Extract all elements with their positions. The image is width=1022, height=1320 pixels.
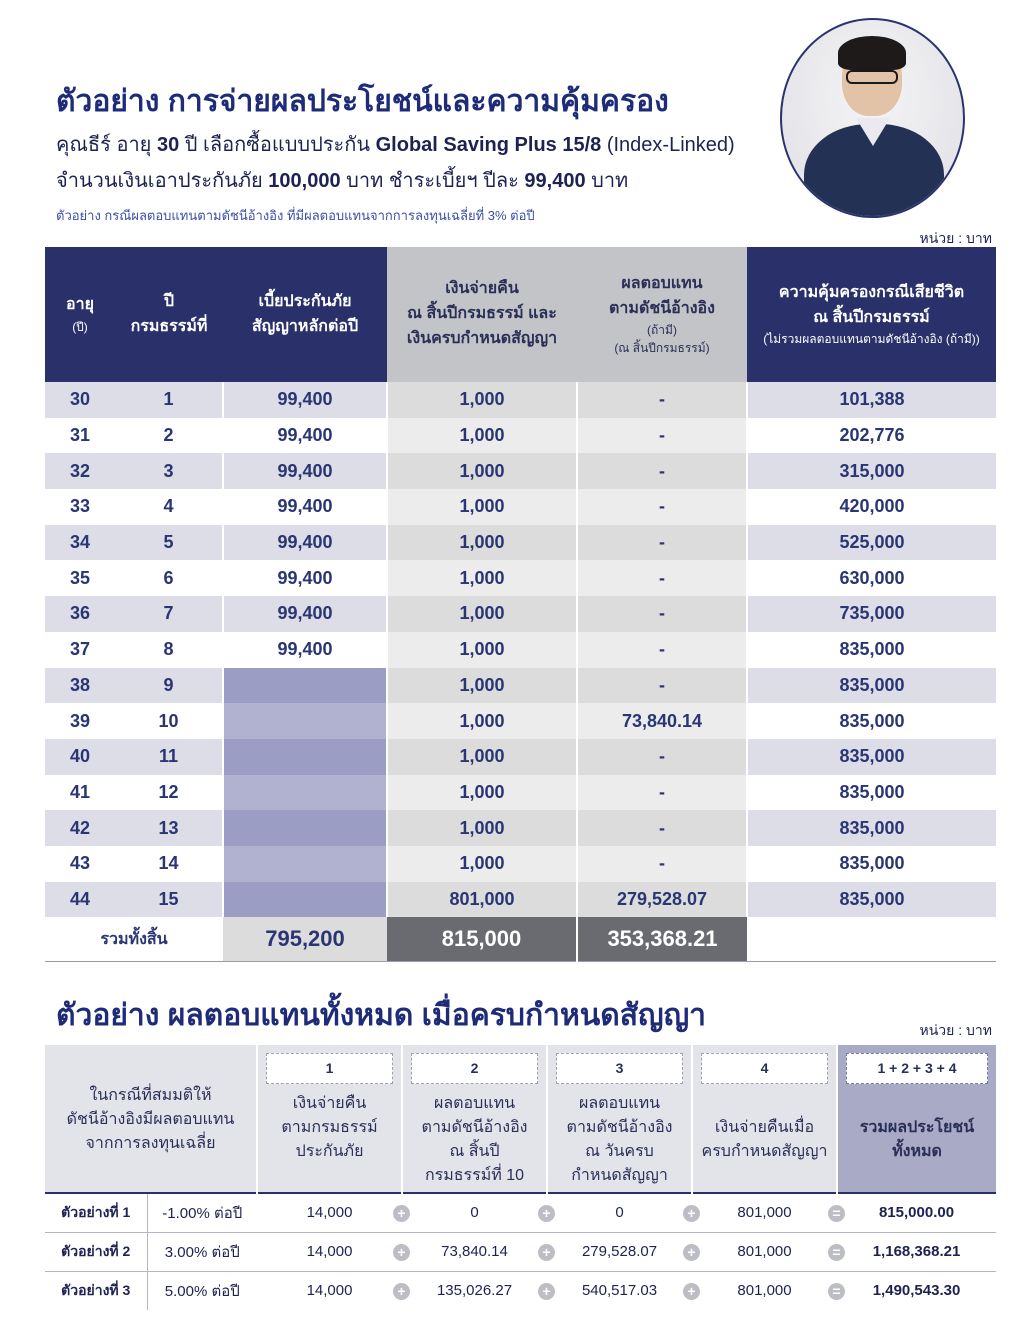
cell-premium: 99,400 xyxy=(223,382,387,418)
example-row xyxy=(45,1232,996,1271)
cell-return: 1,000 xyxy=(387,489,577,525)
table-row xyxy=(45,525,996,561)
cell-policy-year: 14 xyxy=(115,846,223,882)
example-col-3-value: 0 xyxy=(615,1204,624,1222)
cell-coverage: 420,000 xyxy=(747,489,996,525)
cell-return: 1,000 xyxy=(387,668,577,704)
cell-return: 1,000 xyxy=(387,382,577,418)
cell-premium: 99,400 xyxy=(223,453,387,489)
section2-unit-label: หน่วย : บาท xyxy=(919,1022,992,1038)
plus-circle-icon: + xyxy=(538,1283,555,1300)
cell-age: 39 xyxy=(45,703,115,739)
cell-index-return: - xyxy=(577,560,747,596)
cell-coverage: 202,776 xyxy=(747,418,996,454)
cell-age: 31 xyxy=(45,418,115,454)
cell-coverage: 835,000 xyxy=(747,703,996,739)
cell-premium xyxy=(223,810,387,846)
cell-premium xyxy=(223,703,387,739)
cell-index-return: - xyxy=(577,596,747,632)
page-title: ตัวอย่าง การจ่ายผลประโยชน์และความคุ้มครอง xyxy=(56,85,669,118)
cell-return: 1,000 xyxy=(387,703,577,739)
example-col-1 xyxy=(257,1271,402,1310)
cell-return: 1,000 xyxy=(387,846,577,882)
table-row xyxy=(45,382,996,418)
header-col-2: 2 ผลตอบแทน ตามดัชนีอ้างอิง ณ สิ้นปี กรมธรรม์ที่ 10 xyxy=(402,1045,547,1193)
cell-policy-year: 7 xyxy=(115,596,223,632)
cell-policy-year: 8 xyxy=(115,632,223,668)
total-row xyxy=(45,917,996,961)
cell-index-return: - xyxy=(577,810,747,846)
sum-assured-line xyxy=(56,164,628,196)
header-return: เงินจ่ายคืน ณ สิ้นปีกรมธรรม์ และ เงินครบกำหนดสัญญา xyxy=(387,247,577,382)
example-rate-value: 3.00% ต่อปี xyxy=(164,1243,240,1261)
cell-coverage: 525,000 xyxy=(747,525,996,561)
equals-circle-icon: = xyxy=(828,1244,845,1261)
example-col-3 xyxy=(542,1232,692,1271)
example-col-4-value: 801,000 xyxy=(737,1204,792,1222)
example-total-value: 1,168,368.21 xyxy=(872,1243,961,1260)
unit-label: หน่วย : บาท xyxy=(919,230,992,246)
cell-return: 801,000 xyxy=(387,882,577,918)
example-col-4 xyxy=(687,1232,837,1271)
table-row xyxy=(45,846,996,882)
product-name: Global Saving Plus 15/8 xyxy=(375,134,602,156)
cell-coverage: 630,000 xyxy=(747,560,996,596)
example-label-value: ตัวอย่างที่ 2 xyxy=(61,1242,131,1259)
cell-policy-year: 9 xyxy=(115,668,223,704)
line2-mid: บาท ชำระเบี้ยฯ ปีละ xyxy=(340,170,525,192)
cell-coverage: 835,000 xyxy=(747,739,996,775)
example-col-3 xyxy=(542,1193,692,1232)
avatar-photo xyxy=(780,18,965,218)
table-row xyxy=(45,418,996,454)
cell-age: 34 xyxy=(45,525,115,561)
plus-circle-icon: + xyxy=(393,1244,410,1261)
table-row xyxy=(45,489,996,525)
cell-policy-year: 4 xyxy=(115,489,223,525)
example-label-value: ตัวอย่างที่ 3 xyxy=(61,1281,131,1298)
cell-premium xyxy=(223,882,387,918)
example-label xyxy=(45,1271,147,1310)
cell-premium xyxy=(223,775,387,811)
cell-return: 1,000 xyxy=(387,810,577,846)
line1-mid: ปี เลือกซื้อแบบประกัน xyxy=(179,134,376,156)
total-premium: 795,200 xyxy=(223,917,387,961)
section2-title: ตัวอย่าง ผลตอบแทนทั้งหมด เมื่อครบกำหนดสัญญา xyxy=(56,999,706,1032)
example-col-2-value: 0 xyxy=(470,1204,479,1222)
cell-index-return: - xyxy=(577,668,747,704)
example-row xyxy=(45,1193,996,1232)
example-col-3-value: 540,517.03 xyxy=(581,1282,658,1300)
plus-circle-icon: + xyxy=(683,1205,700,1222)
example-total xyxy=(832,1193,996,1232)
example-rate xyxy=(147,1271,257,1310)
table-row xyxy=(45,596,996,632)
header-col-1: 1 เงินจ่ายคืน ตามกรมธรรม์ ประกันภัย xyxy=(257,1045,402,1193)
total-return: 815,000 xyxy=(387,917,577,961)
header-index-return: ผลตอบแทน ตามดัชนีอ้างอิง (ถ้ามี) (ณ สิ้นปีกรมธรรม์) xyxy=(577,247,747,382)
example-total-value: 815,000.00 xyxy=(878,1204,955,1222)
cell-age: 43 xyxy=(45,846,115,882)
example-rate-value: -1.00% ต่อปี xyxy=(162,1204,243,1222)
line2-pre: จำนวนเงินเอาประกันภัย xyxy=(56,170,269,192)
cell-premium xyxy=(223,668,387,704)
cell-index-return: 279,528.07 xyxy=(577,882,747,918)
plus-circle-icon: + xyxy=(393,1283,410,1300)
cell-coverage: 835,000 xyxy=(747,846,996,882)
cell-index-return: - xyxy=(577,525,747,561)
cell-age: 38 xyxy=(45,668,115,704)
cell-return: 1,000 xyxy=(387,560,577,596)
cell-coverage: 735,000 xyxy=(747,596,996,632)
header-col-4: 4 เงินจ่ายคืนเมื่อ ครบกำหนดสัญญา xyxy=(692,1045,837,1193)
cell-premium: 99,400 xyxy=(223,596,387,632)
cell-premium xyxy=(223,739,387,775)
cell-policy-year: 10 xyxy=(115,703,223,739)
example-col-1-value: 14,000 xyxy=(306,1204,353,1222)
header-premium: เบี้ยประกันภัย สัญญาหลักต่อปี xyxy=(223,247,387,382)
cell-policy-year: 12 xyxy=(115,775,223,811)
header-col-sum: 1 + 2 + 3 + 4 รวมผลประโยชน์ ทั้งหมด xyxy=(837,1045,996,1193)
example-total xyxy=(832,1232,996,1271)
cell-index-return: - xyxy=(577,418,747,454)
cell-age: 33 xyxy=(45,489,115,525)
cell-age: 40 xyxy=(45,739,115,775)
cell-index-return: - xyxy=(577,775,747,811)
table-row xyxy=(45,703,996,739)
example-col-4 xyxy=(687,1193,837,1232)
cell-index-return: - xyxy=(577,382,747,418)
cell-premium: 99,400 xyxy=(223,418,387,454)
example-col-2 xyxy=(397,1193,547,1232)
example-col-4 xyxy=(687,1271,837,1310)
example-col-4-value: 801,000 xyxy=(737,1243,792,1260)
example-col-2 xyxy=(397,1271,547,1310)
cell-return: 1,000 xyxy=(387,525,577,561)
glasses-icon xyxy=(846,70,898,84)
cell-premium: 99,400 xyxy=(223,489,387,525)
cell-return: 1,000 xyxy=(387,632,577,668)
example-col-1-value: 14,000 xyxy=(306,1243,353,1260)
total-label: รวมทั้งสิ้น xyxy=(45,917,223,961)
line1-post: (Index-Linked) xyxy=(601,134,735,156)
example-col-2-value: 73,840.14 xyxy=(441,1243,508,1260)
example-col-2-value: 135,026.27 xyxy=(436,1282,513,1300)
plus-circle-icon: + xyxy=(683,1244,700,1261)
line1-pre: คุณธีร์ อายุ xyxy=(56,134,157,156)
benefit-table-body xyxy=(45,382,996,917)
cell-premium xyxy=(223,846,387,882)
example-col-1-value: 14,000 xyxy=(306,1282,353,1300)
example-rate-value: 5.00% ต่อปี xyxy=(164,1282,240,1300)
table-row xyxy=(45,739,996,775)
cell-return: 1,000 xyxy=(387,453,577,489)
sum-assured: 100,000 xyxy=(268,170,341,192)
cell-policy-year: 15 xyxy=(115,882,223,918)
table-row xyxy=(45,810,996,846)
cell-policy-year: 6 xyxy=(115,560,223,596)
customer-line xyxy=(56,128,735,160)
cell-age: 44 xyxy=(45,882,115,918)
plus-circle-icon: + xyxy=(538,1205,555,1222)
cell-return: 1,000 xyxy=(387,418,577,454)
example-row xyxy=(45,1271,996,1310)
example-rate xyxy=(147,1232,257,1271)
table-row xyxy=(45,882,996,918)
plus-circle-icon: + xyxy=(683,1283,700,1300)
cell-age: 32 xyxy=(45,453,115,489)
cell-return: 1,000 xyxy=(387,596,577,632)
cell-coverage: 835,000 xyxy=(747,632,996,668)
example-col-3-value: 279,528.07 xyxy=(581,1243,658,1260)
avatar-hair xyxy=(838,36,906,70)
example-label xyxy=(45,1193,147,1232)
cell-coverage: 835,000 xyxy=(747,810,996,846)
cell-age: 35 xyxy=(45,560,115,596)
table-row xyxy=(45,668,996,704)
example-col-4-value: 801,000 xyxy=(737,1282,792,1300)
cell-premium: 99,400 xyxy=(223,632,387,668)
cell-age: 37 xyxy=(45,632,115,668)
example-label xyxy=(45,1232,147,1271)
cell-age: 36 xyxy=(45,596,115,632)
cell-policy-year: 11 xyxy=(115,739,223,775)
total-return-table-body xyxy=(45,1193,996,1310)
cell-index-return: - xyxy=(577,846,747,882)
cell-return: 1,000 xyxy=(387,775,577,811)
table-row xyxy=(45,775,996,811)
cell-coverage: 835,000 xyxy=(747,668,996,704)
table-row xyxy=(45,560,996,596)
example-total xyxy=(832,1271,996,1310)
cell-return: 1,000 xyxy=(387,739,577,775)
header-coverage: ความคุ้มครองกรณีเสียชีวิต ณ สิ้นปีกรมธรรม์ (ไม่รวมผลตอบแทนตามดัชนีอ้างอิง (ถ้ามี)) xyxy=(747,247,996,382)
equals-circle-icon: = xyxy=(828,1205,845,1222)
example-col-1 xyxy=(257,1193,402,1232)
example-rate xyxy=(147,1193,257,1232)
header-age: อายุ (ปี) xyxy=(45,247,115,382)
cell-coverage: 835,000 xyxy=(747,775,996,811)
header-year: ปี กรมธรรม์ที่ xyxy=(115,247,223,382)
table-row xyxy=(45,632,996,668)
header-assumption: ในกรณีที่สมมติให้ ดัชนีอ้างอิงมีผลตอบแทน จากการลงทุนเฉลี่ย xyxy=(45,1045,257,1193)
cell-premium: 99,400 xyxy=(223,560,387,596)
example-note: ตัวอย่าง กรณีผลตอบแทนตามดัชนีอ้างอิง ที่มีผลตอบแทนจากการลงทุนเฉลี่ยที่ 3% ต่อปี xyxy=(56,208,535,223)
example-col-2 xyxy=(397,1232,547,1271)
cell-age: 42 xyxy=(45,810,115,846)
cell-coverage: 835,000 xyxy=(747,882,996,918)
customer-age: 30 xyxy=(156,134,180,156)
total-coverage-empty xyxy=(747,917,996,961)
header-col-3: 3 ผลตอบแทน ตามดัชนีอ้างอิง ณ วันครบ กำหนดสัญญา xyxy=(547,1045,692,1193)
cell-index-return: - xyxy=(577,453,747,489)
example-total-value: 1,490,543.30 xyxy=(872,1282,961,1300)
cell-policy-year: 1 xyxy=(115,382,223,418)
cell-age: 30 xyxy=(45,382,115,418)
example-col-1 xyxy=(257,1232,402,1271)
annual-premium: 99,400 xyxy=(524,170,586,192)
cell-policy-year: 5 xyxy=(115,525,223,561)
total-index-return: 353,368.21 xyxy=(577,917,747,961)
plus-circle-icon: + xyxy=(393,1205,410,1222)
cell-index-return: - xyxy=(577,632,747,668)
equals-circle-icon: = xyxy=(828,1283,845,1300)
cell-policy-year: 3 xyxy=(115,453,223,489)
benefit-table xyxy=(45,247,996,962)
cell-index-return: 73,840.14 xyxy=(577,703,747,739)
example-col-3 xyxy=(542,1271,692,1310)
cell-premium: 99,400 xyxy=(223,525,387,561)
cell-coverage: 101,388 xyxy=(747,382,996,418)
cell-index-return: - xyxy=(577,739,747,775)
total-return-table xyxy=(45,1045,996,1310)
example-label-value: ตัวอย่างที่ 1 xyxy=(61,1203,131,1220)
cell-policy-year: 13 xyxy=(115,810,223,846)
cell-index-return: - xyxy=(577,489,747,525)
cell-age: 41 xyxy=(45,775,115,811)
cell-policy-year: 2 xyxy=(115,418,223,454)
plus-circle-icon: + xyxy=(538,1244,555,1261)
cell-coverage: 315,000 xyxy=(747,453,996,489)
table-row xyxy=(45,453,996,489)
line2-post: บาท xyxy=(585,170,629,192)
